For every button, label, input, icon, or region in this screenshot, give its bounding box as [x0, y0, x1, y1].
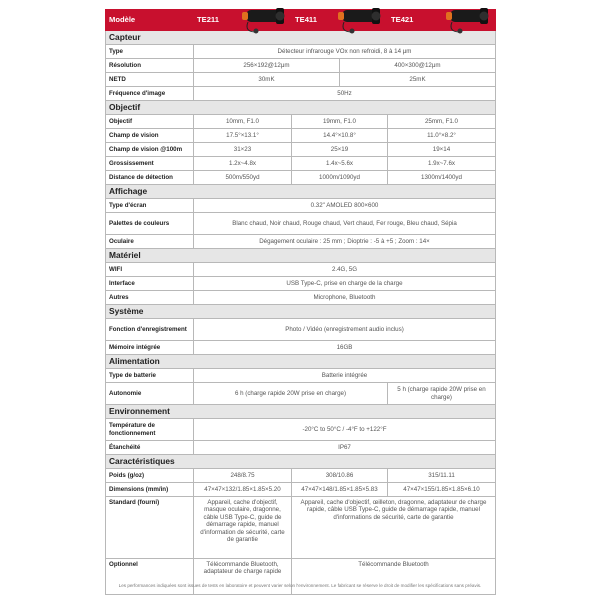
row-value: 308/10.86 [292, 469, 388, 483]
spec-row [106, 263, 496, 277]
section-title: Caractéristiques [106, 455, 496, 469]
row-label: Type d'écran [106, 199, 194, 213]
spec-row [106, 143, 496, 157]
row-value: 5 h (charge rapide 20W prise en charge) [388, 383, 496, 405]
disclaimer-footer: Les performances indiquées sont issues de tests en laboratoire et peuvent varier selon l'environnement. Le fabricant se réserve le droit de modifier les spécifications sans préavis. [118, 583, 482, 588]
row-label: Standard (fourni) [106, 497, 194, 559]
row-label: Type de batterie [106, 369, 194, 383]
row-label: Champ de vision @100m [106, 143, 194, 157]
section-title: Environnement [106, 405, 496, 419]
row-label: Optionnel [106, 559, 194, 595]
spec-row [106, 235, 496, 249]
row-label: Autonomie [106, 383, 194, 405]
row-value: 256×192@12μm [194, 59, 340, 73]
row-value: USB Type-C, prise en charge de la charge [194, 277, 496, 291]
row-value: 47×47×155/1.85×1.85×6.10 [388, 483, 496, 497]
row-value: Télécommande Bluetooth, adaptateur de charge rapide [194, 559, 292, 595]
spec-row [106, 73, 496, 87]
row-label: Résolution [106, 59, 194, 73]
row-value: -20°C to 50°C / -4°F to +122°F [194, 419, 496, 441]
spec-table [105, 9, 496, 595]
spec-row [106, 559, 496, 595]
row-label: Fonction d'enregistrement [106, 319, 194, 341]
spec-row [106, 383, 496, 405]
row-value: Batterie intégrée [194, 369, 496, 383]
spec-row [106, 59, 496, 73]
row-value: 16GB [194, 341, 496, 355]
row-value: 1.4x~5.6x [292, 157, 388, 171]
row-label: Fréquence d'image [106, 87, 194, 101]
row-value: 1.2x~4.8x [194, 157, 292, 171]
thermal-monocular-image [444, 4, 490, 34]
row-value: Télécommande Bluetooth [292, 559, 496, 595]
row-value: 248/8.75 [194, 469, 292, 483]
section-caracteristiques [106, 455, 496, 469]
row-label: Température de fonctionnement [106, 419, 194, 441]
row-value: 1300m/1400yd [388, 171, 496, 185]
row-label: Champ de vision [106, 129, 194, 143]
section-environnement [106, 405, 496, 419]
spec-row [106, 171, 496, 185]
spec-row [106, 115, 496, 129]
row-value: 0.32" AMOLED 800×600 [194, 199, 496, 213]
model-te421: TE421 [391, 15, 414, 25]
row-value: 11.0°×8.2° [388, 129, 496, 143]
section-title: Affichage [106, 185, 496, 199]
row-value: 47×47×148/1.85×1.85×5.83 [292, 483, 388, 497]
spec-row [106, 497, 496, 559]
model-te211: TE211 [197, 15, 219, 25]
row-value: Photo / Vidéo (enregistrement audio inclus) [194, 319, 496, 341]
row-value: 19mm, F1.0 [292, 115, 388, 129]
row-label: Autres [106, 291, 194, 305]
row-value: Dégagement oculaire : 25 mm ; Dioptrie : -5 à +5 ; Zoom : 14× [194, 235, 496, 249]
spec-row [106, 129, 496, 143]
spec-row [106, 291, 496, 305]
spec-row [106, 319, 496, 341]
row-value: 31×23 [194, 143, 292, 157]
model-label: Modèle [106, 10, 194, 31]
row-value: 50Hz [194, 87, 496, 101]
spec-row [106, 213, 496, 235]
spec-row [106, 483, 496, 497]
section-title: Capteur [106, 31, 496, 45]
row-value: 315/11.11 [388, 469, 496, 483]
section-title: Système [106, 305, 496, 319]
row-label: NETD [106, 73, 194, 87]
row-label: Distance de détection [106, 171, 194, 185]
section-title: Matériel [106, 249, 496, 263]
section-systeme [106, 305, 496, 319]
model-header-row [106, 10, 496, 31]
row-label: Objectif [106, 115, 194, 129]
thermal-monocular-image [240, 4, 286, 34]
spec-row [106, 419, 496, 441]
section-materiel [106, 249, 496, 263]
spec-row [106, 87, 496, 101]
row-value: 17.5°×13.1° [194, 129, 292, 143]
row-value: Appareil, cache d'objectif, œilleton, dragonne, adaptateur de charge rapide, câble USB Type-C, guide de démarrage rapide, manuel d'informations de sécurité, carte de garantie [292, 497, 496, 559]
thermal-monocular-image [336, 4, 382, 34]
row-value: 30mK [194, 73, 340, 87]
section-capteur [106, 31, 496, 45]
row-value: 19×14 [388, 143, 496, 157]
row-label: Type [106, 45, 194, 59]
spec-row [106, 441, 496, 455]
row-label: Étanchéité [106, 441, 194, 455]
spec-row [106, 277, 496, 291]
row-label: WIFI [106, 263, 194, 277]
row-value: 1000m/1090yd [292, 171, 388, 185]
row-label: Interface [106, 277, 194, 291]
row-value: 6 h (charge rapide 20W prise en charge) [194, 383, 388, 405]
section-objectif [106, 101, 496, 115]
row-label: Palettes de couleurs [106, 213, 194, 235]
row-value: 25mm, F1.0 [388, 115, 496, 129]
section-alimentation [106, 355, 496, 369]
row-value: 2.4G, 5G [194, 263, 496, 277]
section-affichage [106, 185, 496, 199]
spec-row [106, 341, 496, 355]
spec-row [106, 469, 496, 483]
row-value: Microphone, Bluetooth [194, 291, 496, 305]
row-label: Oculaire [106, 235, 194, 249]
row-value: 25×19 [292, 143, 388, 157]
row-value: 10mm, F1.0 [194, 115, 292, 129]
spec-row [106, 369, 496, 383]
model-te411: TE411 [295, 15, 317, 25]
row-value: 400×300@12μm [340, 59, 496, 73]
section-title: Objectif [106, 101, 496, 115]
row-value: IP67 [194, 441, 496, 455]
spec-row [106, 199, 496, 213]
row-value: 14.4°×10.8° [292, 129, 388, 143]
spec-sheet [105, 9, 495, 595]
row-value: 47×47×132/1.85×1.85×5.20 [194, 483, 292, 497]
row-label: Grossissement [106, 157, 194, 171]
spec-row [106, 45, 496, 59]
row-value: Détecteur infrarouge VOx non refroidi, 8 à 14 μm [194, 45, 496, 59]
spec-row [106, 157, 496, 171]
row-value: 500m/550yd [194, 171, 292, 185]
row-value: Appareil, cache d'objectif, masque oculaire, dragonne, câble USB Type-C, guide de démarrage rapide, manuel d'information de sécurité, carte de garantie [194, 497, 292, 559]
row-value: 25mK [340, 73, 496, 87]
row-label: Mémoire intégrée [106, 341, 194, 355]
row-value: 1.9x~7.6x [388, 157, 496, 171]
row-label: Dimensions (mm/in) [106, 483, 194, 497]
row-label: Poids (g/oz) [106, 469, 194, 483]
row-value: Blanc chaud, Noir chaud, Rouge chaud, Vert chaud, Fer rouge, Bleu chaud, Sépia [194, 213, 496, 235]
section-title: Alimentation [106, 355, 496, 369]
